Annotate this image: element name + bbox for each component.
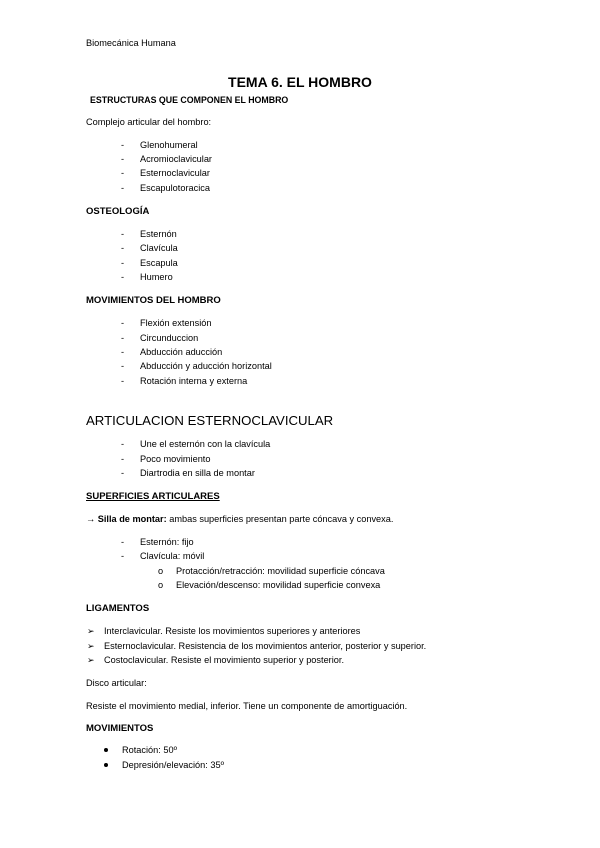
dash-marker: -: [121, 361, 125, 371]
dash-marker: -: [121, 347, 125, 357]
bullet-dot-icon: [104, 748, 108, 752]
dash-marker: -: [121, 258, 125, 268]
list-item: Flexión extensión: [140, 318, 212, 328]
list-item: Esternón: [140, 229, 177, 239]
articulacion-heading: ARTICULACION ESTERNOCLAVICULAR: [86, 413, 334, 428]
page-title: TEMA 6. EL HOMBRO: [228, 74, 372, 90]
list-item: Escapula: [140, 258, 178, 268]
dash-marker: -: [121, 272, 125, 282]
list-item: Esternoclavicular. Resistencia de los movimientos anterior, posterior y superior.: [104, 641, 427, 651]
section-subtitle: ESTRUCTURAS QUE COMPONEN EL HOMBRO: [90, 95, 289, 105]
list-item: Rotación: 50º: [122, 745, 177, 755]
dash-marker: -: [121, 183, 125, 193]
dash-marker: -: [121, 168, 125, 178]
dash-marker: -: [121, 468, 125, 478]
dash-marker: -: [121, 318, 125, 328]
dash-marker: -: [121, 229, 125, 239]
dash-marker: -: [121, 454, 125, 464]
dash-marker: -: [121, 537, 125, 547]
silla-text: ambas superficies presentan parte cóncava y convexa.: [166, 514, 394, 524]
list-item: Abducción aducción: [140, 347, 223, 357]
list-item: Esternón: fijo: [140, 537, 194, 547]
disco-label: Disco articular:: [86, 678, 147, 688]
list-item: Abducción y aducción horizontal: [140, 361, 272, 371]
silla-line: [86, 514, 393, 524]
movimientos-hombro-heading: MOVIMIENTOS DEL HOMBRO: [86, 295, 221, 306]
sub-bullet-o: o: [158, 580, 164, 590]
list-item: Diartrodia en silla de montar: [140, 468, 255, 478]
sub-list-item: Elevación/descenso: movilidad superficie convexa: [176, 580, 381, 590]
list-item: Rotación interna y externa: [140, 376, 248, 386]
dash-marker: -: [121, 439, 125, 449]
dash-marker: -: [121, 243, 125, 253]
list-item: Clavícula: [140, 243, 178, 253]
arrowhead-bullet-icon: ➢: [87, 655, 95, 665]
arrowhead-bullet-icon: ➢: [87, 626, 95, 636]
silla-label: Silla de montar:: [97, 514, 167, 524]
list-item: Interclavicular. Resiste los movimientos superiores y anteriores: [104, 626, 361, 636]
disco-text: Resiste el movimiento medial, inferior. Tiene un componente de amortiguación.: [86, 701, 408, 711]
dash-marker: -: [121, 376, 125, 386]
list-item: Depresión/elevación: 35º: [122, 760, 224, 770]
list-item: Une el esternón con la clavícula: [140, 439, 271, 449]
list-item: Poco movimiento: [140, 454, 211, 464]
arrow-icon: →: [86, 514, 96, 524]
list-item: Acromioclavicular: [140, 154, 212, 164]
list-item: Clavícula: móvil: [140, 551, 205, 561]
list-item: Escapulotoracica: [140, 183, 210, 193]
osteologia-heading: OSTEOLOGÍA: [86, 206, 150, 217]
sub-list-item: Protacción/retracción: movilidad superficie cóncava: [176, 566, 385, 576]
dash-marker: -: [121, 154, 125, 164]
arrowhead-bullet-icon: ➢: [87, 641, 95, 651]
complejo-intro: Complejo articular del hombro:: [86, 117, 212, 127]
list-item: Costoclavicular. Resiste el movimiento superior y posterior.: [104, 655, 344, 665]
sub-bullet-o: o: [158, 566, 164, 576]
dash-marker: -: [121, 551, 125, 561]
dash-marker: -: [121, 140, 125, 150]
bullet-dot-icon: [104, 763, 108, 767]
dash-marker: -: [121, 333, 125, 343]
running-header: Biomecánica Humana: [86, 38, 176, 48]
list-item: Circunduccion: [140, 333, 199, 343]
superficies-heading: SUPERFICIES ARTICULARES: [86, 491, 220, 502]
list-item: Glenohumeral: [140, 140, 198, 150]
ligamentos-heading: LIGAMENTOS: [86, 603, 150, 614]
list-item: Humero: [140, 272, 173, 282]
list-item: Esternoclavicular: [140, 168, 210, 178]
movimientos-heading: MOVIMIENTOS: [86, 723, 154, 734]
